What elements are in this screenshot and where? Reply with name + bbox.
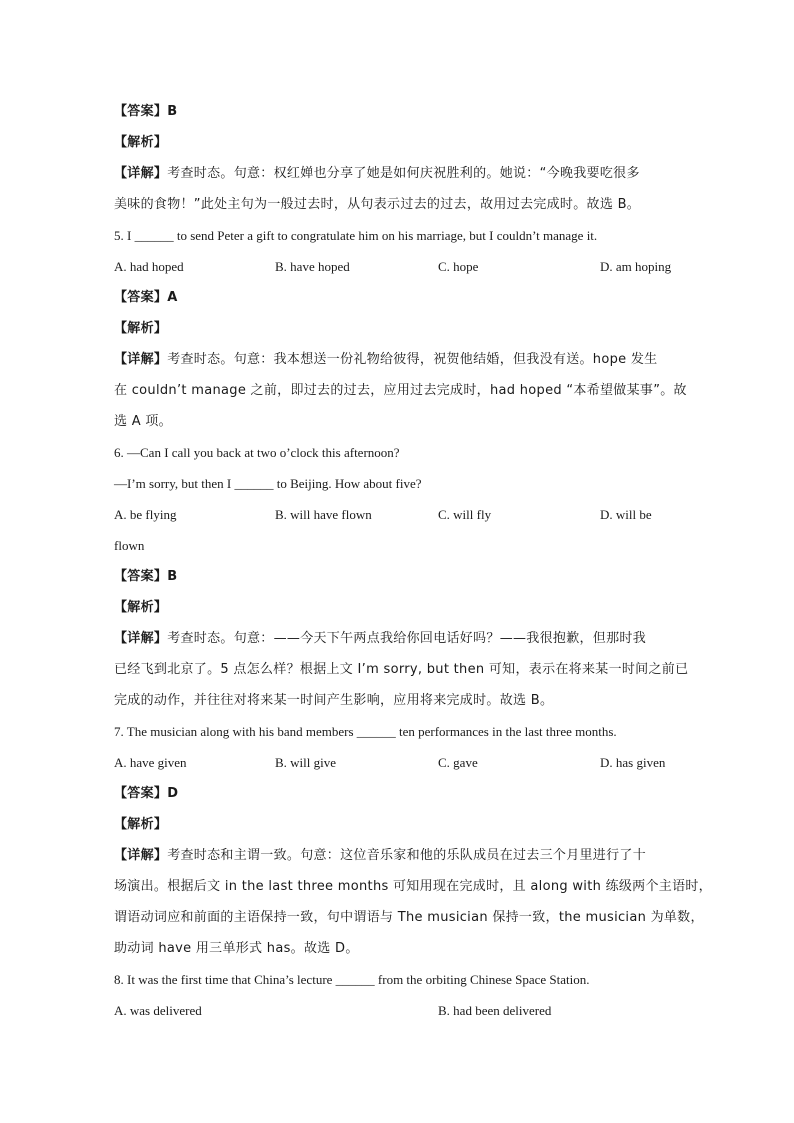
detail-paragraph <box>114 158 684 189</box>
detail-label: 【详解】 <box>114 166 168 181</box>
question-stem: 5. I ______ to send Peter a gift to congratulate him on his marriage, but I couldn’t manage it. <box>114 228 598 243</box>
detail-text: 完成的动作，并往往对将来某一时间产生影响，应用将来完成时。故选 B。 <box>114 693 554 708</box>
analysis-label: 【解析】 <box>114 817 168 832</box>
option-c: C. hope <box>438 259 479 274</box>
detail-label: 【详解】 <box>114 352 168 367</box>
option-a: A. be flying <box>114 507 177 522</box>
detail-paragraph <box>114 623 684 654</box>
option-c: C. gave <box>438 755 478 770</box>
answer-label: 【答案】D <box>114 786 179 801</box>
detail-text: 美味的食物！”此处主句为一般过去时，从句表示过去的过去，故用过去完成时。故选 B。 <box>114 197 641 212</box>
option-d: D. has given <box>600 755 666 770</box>
question-stem: 8. It was the first time that China’s lecture ______ from the orbiting Chinese Space Station. <box>114 972 590 987</box>
analysis-label: 【解析】 <box>114 135 168 150</box>
detail-text: 已经飞到北京了。5 点怎么样？根据上文 I’m sorry, but then 可知，表示在将来某一时间之前已 <box>114 662 689 677</box>
option-b: B. had been delivered <box>438 1003 552 1018</box>
option-c: C. will fly <box>438 507 492 522</box>
option-b: B. will have flown <box>275 507 372 522</box>
options-row <box>114 995 684 1026</box>
detail-label: 【详解】 <box>114 848 168 863</box>
detail-paragraph <box>114 840 684 871</box>
detail-label: 【详解】 <box>114 631 168 646</box>
options-row <box>114 747 684 778</box>
detail-text: 考查时态和主谓一致。句意：这位音乐家和他的乐队成员在过去三个月里进行了十 <box>167 848 647 863</box>
detail-text: 在 couldn’t manage 之前，即过去的过去，应用过去完成时，had hoped “本希望做某事”。故 <box>114 383 687 398</box>
option-a: A. have given <box>114 755 187 770</box>
answer-label: 【答案】B <box>114 104 178 119</box>
answer-label: 【答案】A <box>114 290 178 305</box>
detail-text: 考查时态。句意：权红婵也分享了她是如何庆祝胜利的。她说：“今晚我要吃很多 <box>167 166 640 181</box>
question-stem: 6. —Can I call you back at two o’clock this afternoon? <box>114 445 400 460</box>
analysis-label: 【解析】 <box>114 600 168 615</box>
option-d: D. will be <box>600 507 652 522</box>
options-row <box>114 251 684 282</box>
detail-text: 助动词 have 用三单形式 has。故选 D。 <box>114 941 359 956</box>
option-a: A. had hoped <box>114 259 184 274</box>
option-b: B. will give <box>275 755 337 770</box>
option-a: A. was delivered <box>114 1003 202 1018</box>
detail-text: 场演出。根据后文 in the last three months 可知用现在完成时，且 along with 练级两个主语时， <box>114 879 712 894</box>
analysis-label: 【解析】 <box>114 321 168 336</box>
answer-label: 【答案】B <box>114 569 178 584</box>
detail-paragraph <box>114 344 684 375</box>
detail-text: 考查时态。句意：我本想送一份礼物给彼得，祝贺他结婚，但我没有送。hope 发生 <box>167 352 658 367</box>
detail-text: 考查时态。句意：——今天下午两点我给你回电话好吗？——我很抱歉，但那时我 <box>167 631 647 646</box>
option-d-continued: flown <box>114 538 145 553</box>
option-b: B. have hoped <box>275 259 350 274</box>
detail-text: 选 A 项。 <box>114 414 172 429</box>
options-row <box>114 499 684 530</box>
question-stem: 7. The musician along with his band members ______ ten performances in the last three months. <box>114 724 617 739</box>
question-stem: —I’m sorry, but then I ______ to Beijing. How about five? <box>114 476 422 491</box>
option-d: D. am hoping <box>600 259 672 274</box>
detail-text: 谓语动词应和前面的主语保持一致，句中谓语与 The musician 保持一致，the musician 为单数， <box>114 910 704 925</box>
document-page <box>114 96 712 1026</box>
